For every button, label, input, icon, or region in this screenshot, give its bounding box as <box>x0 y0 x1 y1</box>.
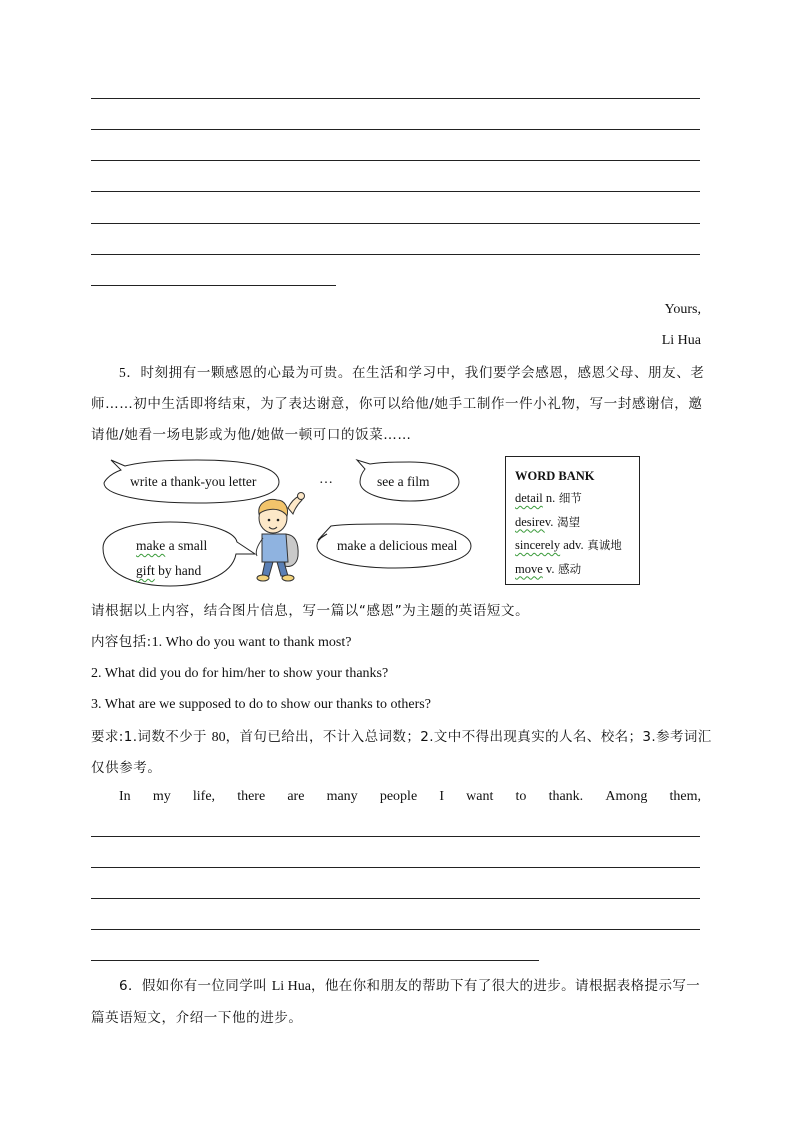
word-bank-title: WORD BANK <box>515 469 595 483</box>
answer-line <box>91 254 700 255</box>
bubble-ellipsis: … <box>319 472 333 487</box>
closing-text: Yours, <box>664 302 701 317</box>
word-bank-item: move v. 感动 <box>515 561 582 576</box>
q5-intro-line-1: 5．时刻拥有一颗感恩的心最为可贵。在生活和学习中，我们要学会感恩，感恩父母、朋友、老 <box>119 365 705 381</box>
bubble-gift-text-1: make a small <box>136 538 208 553</box>
word-bank-item: detail n. 细节 <box>515 491 582 505</box>
word-bank <box>505 456 640 585</box>
bubble-meal-text: make a delicious meal <box>337 538 458 553</box>
q5-content-3: 3. What are we supposed to do to show our thanks to others? <box>91 697 431 712</box>
answer-line <box>91 129 700 130</box>
q5-requirements-2: 仅供参考。 <box>91 760 162 776</box>
answer-line <box>91 191 700 192</box>
answer-line <box>91 160 700 161</box>
answer-line <box>91 98 700 99</box>
essay-first-sentence: In my life, there are many people I want to thank. Among them, <box>119 789 701 804</box>
q5-number: 5． <box>119 365 141 380</box>
q5-content-2: 2. What did you do for him/her to show your thanks? <box>91 666 389 681</box>
q5-intro-line-3: 请他/她看一场电影或为他/她做一顿可口的饭菜…… <box>91 427 412 443</box>
answer-line <box>91 836 700 837</box>
boy-icon <box>256 493 304 582</box>
q6-line-2: 篇英语短文，介绍一下他的进步。 <box>91 1010 303 1026</box>
q6-line-1: 6．假如你有一位同学叫 Li Hua，他在你和朋友的帮助下有了很大的进步。请根据表格提示写一 <box>119 978 701 994</box>
bubble-film-text: see a film <box>377 474 430 489</box>
answer-line-short <box>91 285 336 286</box>
answer-line-short <box>91 960 539 961</box>
answer-line <box>91 929 700 930</box>
q5-requirements-1: 要求:1.词数不少于 80，首句已给出，不计入总词数；2.文中不得出现真实的人名、校名；3.参考词汇 <box>91 729 712 745</box>
q5-instruction: 请根据以上内容，结合图片信息，写一篇以“感恩”为主题的英语短文。 <box>91 603 530 619</box>
word-bank-item: desirev. 渴望 <box>515 514 581 529</box>
bubble-letter-text: write a thank-you letter <box>130 474 257 489</box>
word-bank-item: sincerely adv. 真诚地 <box>515 538 622 552</box>
answer-line <box>91 898 700 899</box>
q5-content-1: 内容包括:1. Who do you want to thank most? <box>91 634 352 650</box>
answer-line <box>91 223 700 224</box>
q5-intro-line-2: 师……初中生活即将结束，为了表达谢意，你可以给他/她手工制作一件小礼物，写一封感谢信，邀 <box>91 396 703 412</box>
signature-name: Li Hua <box>661 333 701 348</box>
answer-line <box>91 867 700 868</box>
bubble-gift-text-2: gift by hand <box>136 563 202 578</box>
